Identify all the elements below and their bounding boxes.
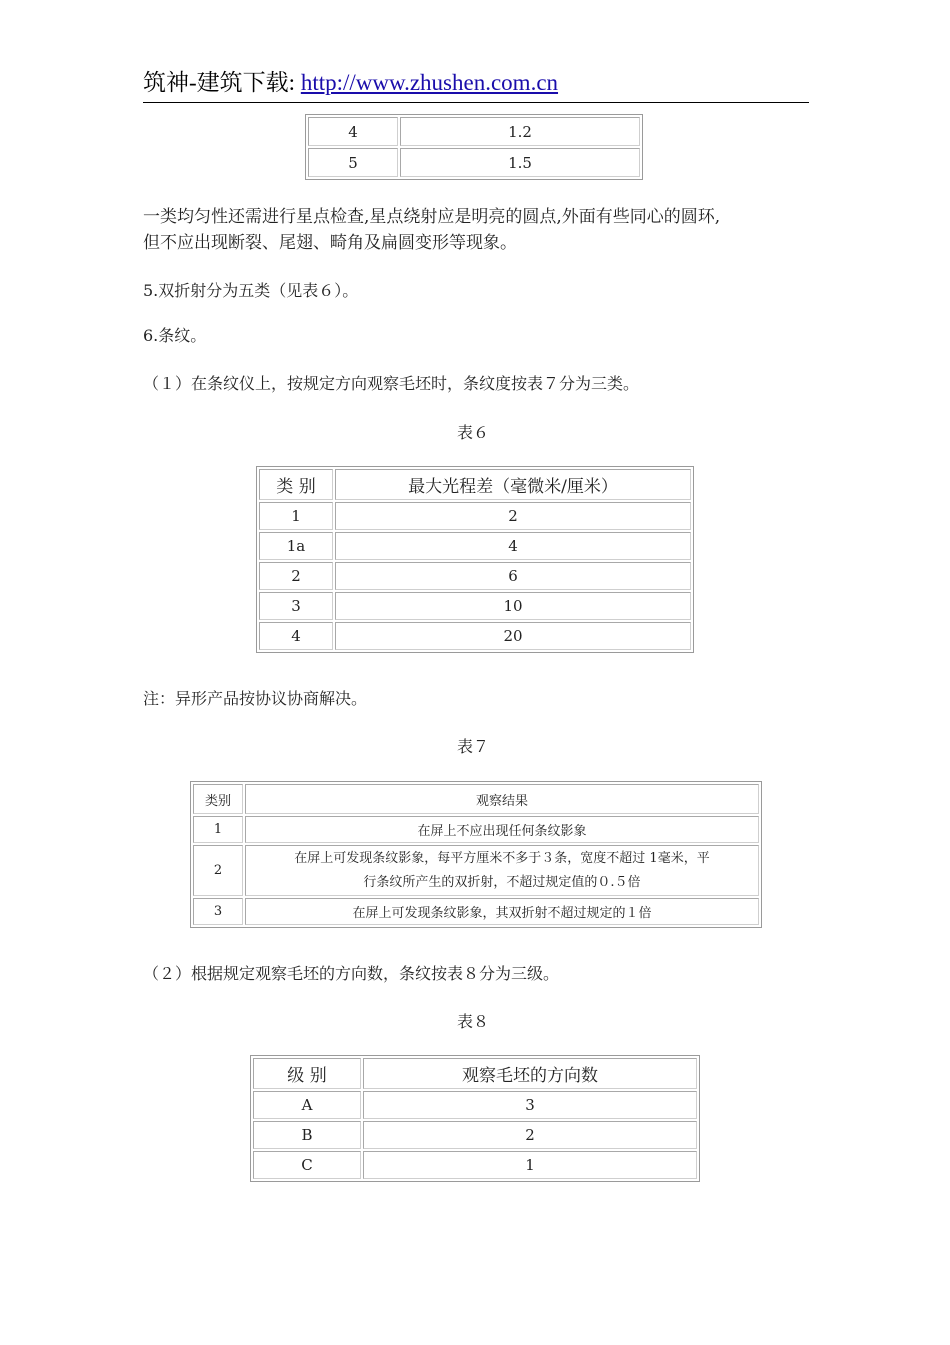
table-row <box>259 622 691 650</box>
table-cell: 2 <box>193 845 243 896</box>
table-cell: 3 <box>259 592 333 620</box>
table-row <box>308 148 640 177</box>
table-cell: 1 <box>363 1151 697 1179</box>
table6-caption: 表６ <box>456 423 489 442</box>
table-header-cell: 类 别 <box>259 469 333 500</box>
note: 注：异形产品按协议协商解决。 <box>143 689 368 708</box>
table-row <box>259 592 691 620</box>
table-row <box>193 845 759 896</box>
table-cell: 在屏上不应出现任何条纹影象 <box>245 816 759 843</box>
table-cell: 4 <box>335 532 691 560</box>
table-cell: 3 <box>363 1091 697 1119</box>
table8 <box>250 1055 700 1182</box>
site-name: 筑神-建筑下载: <box>143 70 301 95</box>
table-cell: 6 <box>335 562 691 590</box>
table6 <box>256 466 694 653</box>
table-row <box>259 532 691 560</box>
table-cell: C <box>253 1151 361 1179</box>
table-cell: 5 <box>308 148 398 177</box>
paragraph-star-test <box>143 204 720 256</box>
paragraph-line: 但不应出现断裂、尾翅、畸角及扁圆变形等现象。 <box>143 233 517 253</box>
table-cell: 2 <box>363 1121 697 1149</box>
table-cell: 2 <box>259 562 333 590</box>
table-header-cell: 最大光程差（毫微米/厘米） <box>335 469 691 500</box>
table-cell: 10 <box>335 592 691 620</box>
table-cell: 1 <box>259 502 333 530</box>
table-header-row <box>193 784 759 814</box>
table-cell: 20 <box>335 622 691 650</box>
table-cell: 1.5 <box>400 148 640 177</box>
cell-line: 在屏上可发现条纹影象，每平方厘米不多于３条，宽度不超过 1毫米，平 <box>294 850 710 866</box>
table-row <box>193 898 759 925</box>
table-header-cell: 级 别 <box>253 1058 361 1089</box>
table-cell <box>245 845 759 896</box>
table-header-cell: 观察毛坯的方向数 <box>363 1058 697 1089</box>
page-header <box>143 66 809 103</box>
table-row <box>193 816 759 843</box>
table7 <box>190 781 762 928</box>
table-header-cell: 类别 <box>193 784 243 814</box>
table-cell: 1a <box>259 532 333 560</box>
cell-line: 行条纹所产生的双折射，不超过规定值的０.５倍 <box>363 874 641 890</box>
table-cell: 1 <box>193 816 243 843</box>
paragraph-striae-grading: （１）在条纹仪上，按规定方向观察毛坯时，条纹度按表７分为三类。 <box>143 374 640 393</box>
paragraph-line: 一类均匀性还需进行星点检查,星点绕射应是明亮的圆点,外面有些同心的圆环, <box>143 207 721 227</box>
table-cell: 3 <box>193 898 243 925</box>
table-continued <box>305 114 643 180</box>
paragraph-birefringence: 5.双折射分为五类（见表６）。 <box>143 281 359 300</box>
table-cell: 2 <box>335 502 691 530</box>
table-row <box>253 1121 697 1149</box>
table-row <box>259 502 691 530</box>
table7-caption: 表７ <box>456 737 489 756</box>
table-cell: B <box>253 1121 361 1149</box>
table-header-cell: 观察结果 <box>245 784 759 814</box>
table-cell: 4 <box>308 117 398 146</box>
table-header-row <box>253 1058 697 1089</box>
table-header-row <box>259 469 691 500</box>
paragraph-striae: 6.条纹。 <box>143 326 207 345</box>
table-row <box>253 1151 697 1179</box>
table-cell: 1.2 <box>400 117 640 146</box>
table-row <box>308 117 640 146</box>
table-row <box>259 562 691 590</box>
table-cell: 4 <box>259 622 333 650</box>
site-link[interactable]: http://www.zhushen.com.cn <box>300 70 559 95</box>
paragraph-direction-grading: （２）根据规定观察毛坯的方向数，条纹按表８分为三级。 <box>143 964 560 983</box>
table-cell: A <box>253 1091 361 1119</box>
table8-caption: 表８ <box>456 1012 489 1031</box>
table-row <box>253 1091 697 1119</box>
table-cell: 在屏上可发现条纹影象，其双折射不超过规定的１倍 <box>245 898 759 925</box>
